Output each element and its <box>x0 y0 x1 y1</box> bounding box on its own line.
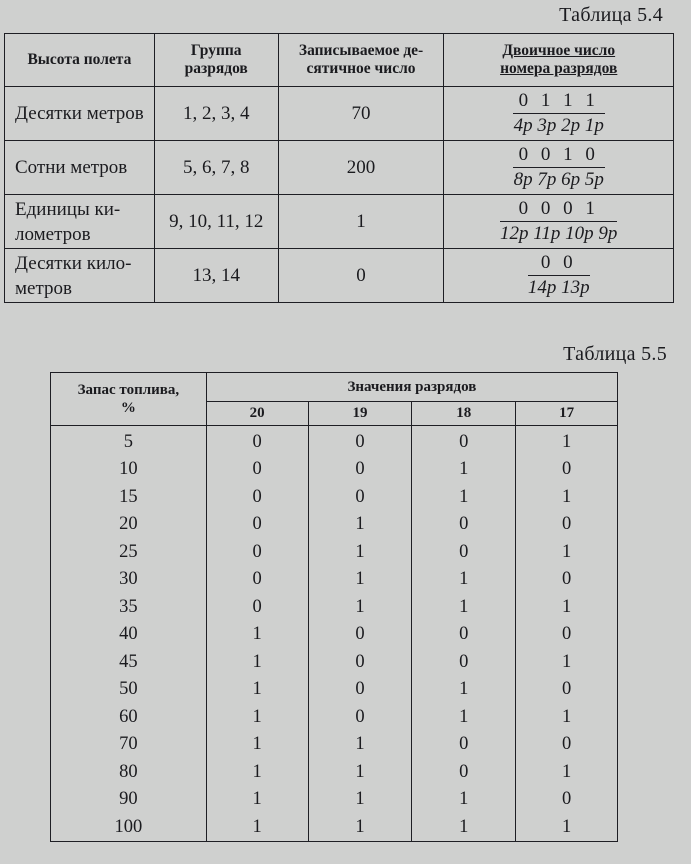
bit-20-value: 0 <box>206 483 308 511</box>
table-row <box>51 511 618 539</box>
bit-17-value: 0 <box>516 456 618 484</box>
bit-20-value: 1 <box>206 621 308 649</box>
bit-18-value: 1 <box>412 456 516 484</box>
fuel-value: 15 <box>51 483 207 511</box>
row-binary: $\frac{0 0}{14p 13p}$ <box>444 249 674 303</box>
row-label: Десятки метров <box>5 87 155 141</box>
header-bit-20: 20 <box>206 401 308 425</box>
fuel-value: 25 <box>51 538 207 566</box>
header-bit-17: 17 <box>516 401 618 425</box>
fuel-value: 20 <box>51 511 207 539</box>
bit-20-value: 1 <box>206 813 308 841</box>
bit-19-value: 0 <box>308 426 412 456</box>
bit-18-value: 0 <box>412 731 516 759</box>
fuel-value: 40 <box>51 621 207 649</box>
row-group: 13, 14 <box>154 249 278 303</box>
bit-19-value: 0 <box>308 703 412 731</box>
bit-20-value: 0 <box>206 426 308 456</box>
bit-18-value: 1 <box>412 593 516 621</box>
bit-20-value: 1 <box>206 648 308 676</box>
table-5-5-header-row <box>51 373 618 402</box>
fuel-value: 90 <box>51 786 207 814</box>
header-bit-values: Значения разрядов <box>206 373 617 402</box>
bit-19-value: 1 <box>308 566 412 594</box>
bit-19-value: 1 <box>308 731 412 759</box>
row-decimal: 0 <box>278 249 444 303</box>
table-row <box>51 786 618 814</box>
fuel-value: 70 <box>51 731 207 759</box>
header-bit-18: 18 <box>412 401 516 425</box>
fuel-value: 60 <box>51 703 207 731</box>
table-row <box>51 621 618 649</box>
row-label: Десятки кило- метров <box>5 249 155 303</box>
row-decimal: 1 <box>278 195 444 249</box>
table-row <box>5 249 674 303</box>
table-5-5-caption: Таблица 5.5 <box>563 343 667 365</box>
fuel-value: 35 <box>51 593 207 621</box>
bit-19-value: 1 <box>308 786 412 814</box>
table-row <box>51 648 618 676</box>
bit-20-value: 0 <box>206 511 308 539</box>
row-decimal: 200 <box>278 141 444 195</box>
bit-17-value: 0 <box>516 566 618 594</box>
bit-19-value: 0 <box>308 456 412 484</box>
fuel-value: 45 <box>51 648 207 676</box>
bit-18-value: 0 <box>412 621 516 649</box>
bit-17-value: 1 <box>516 538 618 566</box>
fuel-value: 100 <box>51 813 207 841</box>
row-binary: $\frac{0 1 1 1}{4p 3p 2p 1p}$ <box>444 87 674 141</box>
bit-17-value: 1 <box>516 483 618 511</box>
bit-18-value: 0 <box>412 511 516 539</box>
header-binary: Двоичное число номера разрядов <box>444 34 674 87</box>
table-5-4-header-row <box>5 34 674 87</box>
bit-19-value: 1 <box>308 538 412 566</box>
table-row <box>51 426 618 456</box>
table-row <box>51 483 618 511</box>
row-label: Сотни метров <box>5 141 155 195</box>
bit-19-value: 1 <box>308 813 412 841</box>
table-row <box>51 813 618 841</box>
header-group: Группа разрядов <box>154 34 278 87</box>
table-5-4-caption: Таблица 5.4 <box>559 4 663 26</box>
row-group: 1, 2, 3, 4 <box>154 87 278 141</box>
row-binary: $\frac{0 0 0 1}{12p 11p 10p 9p}$ <box>444 195 674 249</box>
bit-17-value: 1 <box>516 813 618 841</box>
table-row <box>5 141 674 195</box>
table-row <box>5 195 674 249</box>
bit-17-value: 0 <box>516 786 618 814</box>
table-5-5-body <box>51 426 618 842</box>
header-bit-19: 19 <box>308 401 412 425</box>
bit-17-value: 0 <box>516 511 618 539</box>
bit-18-value: 0 <box>412 758 516 786</box>
bit-17-value: 0 <box>516 676 618 704</box>
bit-20-value: 0 <box>206 538 308 566</box>
bit-20-value: 0 <box>206 456 308 484</box>
row-group: 9, 10, 11, 12 <box>154 195 278 249</box>
bit-19-value: 0 <box>308 483 412 511</box>
fuel-value: 80 <box>51 758 207 786</box>
table-row <box>51 758 618 786</box>
bit-17-value: 1 <box>516 758 618 786</box>
bit-18-value: 0 <box>412 426 516 456</box>
bit-18-value: 0 <box>412 538 516 566</box>
table-row <box>51 566 618 594</box>
bit-18-value: 1 <box>412 566 516 594</box>
bit-19-value: 1 <box>308 593 412 621</box>
bit-18-value: 1 <box>412 483 516 511</box>
bit-20-value: 0 <box>206 593 308 621</box>
bit-19-value: 1 <box>308 511 412 539</box>
table-5-4 <box>4 33 674 303</box>
header-fuel: Запас топлива, % <box>51 373 207 426</box>
row-label: Единицы ки- лометров <box>5 195 155 249</box>
bit-19-value: 0 <box>308 621 412 649</box>
table-row <box>51 676 618 704</box>
table-row <box>51 703 618 731</box>
bit-18-value: 1 <box>412 813 516 841</box>
header-height: Высота полета <box>5 34 155 87</box>
fuel-value: 10 <box>51 456 207 484</box>
table-row <box>51 593 618 621</box>
row-group: 5, 6, 7, 8 <box>154 141 278 195</box>
bit-17-value: 0 <box>516 731 618 759</box>
bit-17-value: 1 <box>516 648 618 676</box>
bit-17-value: 1 <box>516 593 618 621</box>
table-row <box>5 87 674 141</box>
fuel-value: 30 <box>51 566 207 594</box>
table-row <box>51 731 618 759</box>
bit-18-value: 0 <box>412 648 516 676</box>
bit-19-value: 0 <box>308 648 412 676</box>
row-decimal: 70 <box>278 87 444 141</box>
table-row <box>51 538 618 566</box>
bit-17-value: 0 <box>516 621 618 649</box>
table-5-5 <box>50 372 618 842</box>
fuel-value: 50 <box>51 676 207 704</box>
fuel-value: 5 <box>51 426 207 456</box>
header-decimal: Записываемое де- сятичное число <box>278 34 444 87</box>
row-binary: $\frac{0 0 1 0}{8p 7p 6p 5p}$ <box>444 141 674 195</box>
bit-20-value: 1 <box>206 731 308 759</box>
bit-18-value: 1 <box>412 786 516 814</box>
bit-18-value: 1 <box>412 676 516 704</box>
bit-20-value: 1 <box>206 703 308 731</box>
bit-19-value: 1 <box>308 758 412 786</box>
bit-20-value: 1 <box>206 786 308 814</box>
bit-17-value: 1 <box>516 703 618 731</box>
bit-18-value: 1 <box>412 703 516 731</box>
bit-17-value: 1 <box>516 426 618 456</box>
bit-20-value: 0 <box>206 566 308 594</box>
bit-20-value: 1 <box>206 676 308 704</box>
bit-20-value: 1 <box>206 758 308 786</box>
bit-19-value: 0 <box>308 676 412 704</box>
table-row <box>51 456 618 484</box>
